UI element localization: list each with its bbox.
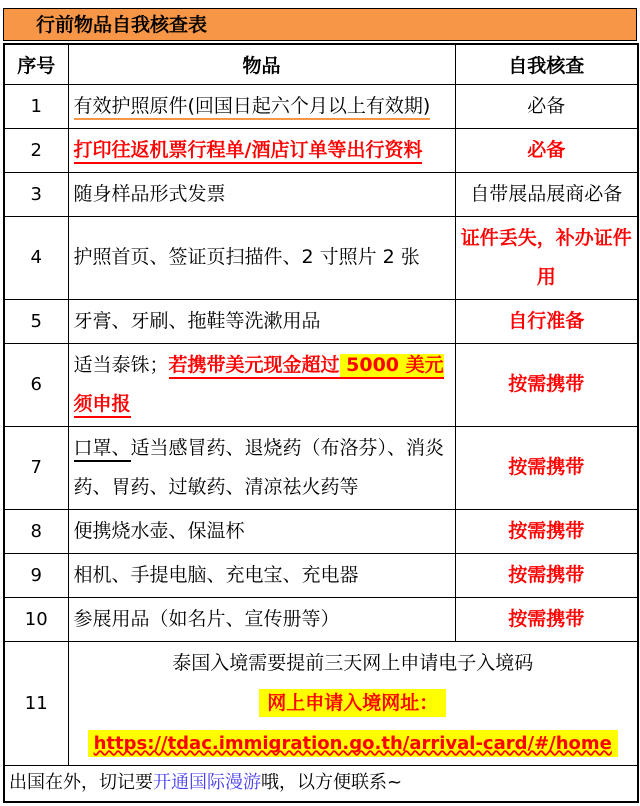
item-text-segment: 打印往返机票行程单/酒店订单等出行资料 bbox=[74, 139, 423, 164]
row-number: 1 bbox=[4, 84, 68, 128]
check-cell bbox=[455, 426, 638, 509]
row-number: 11 bbox=[4, 641, 68, 765]
table-row bbox=[4, 343, 638, 426]
header-check: 自我核查 bbox=[455, 44, 638, 84]
check-cell bbox=[455, 84, 638, 128]
check-text: 自带展品展商必备 bbox=[470, 182, 623, 205]
item-text-segment: 适当感冒药、退烧药（布洛芬）、消炎药、胃药、过敏药、清凉祛火药等 bbox=[73, 436, 445, 498]
item-text-segment: 有效护照原件(回国日起六个月以上有效期) bbox=[74, 95, 431, 120]
item-cell bbox=[68, 343, 455, 426]
item-text-segment: 护照首页、签证页扫描件、2 寸照片 2 张 bbox=[73, 246, 420, 268]
row-number: 5 bbox=[4, 299, 68, 343]
table-row bbox=[4, 216, 638, 299]
row-number: 3 bbox=[4, 172, 68, 216]
check-text: 证件丢失，补办证件用 bbox=[460, 226, 632, 288]
item-text-segment: 便携烧水壶、保温杯 bbox=[73, 519, 245, 542]
row-number: 7 bbox=[4, 426, 68, 509]
check-text: 按需携带 bbox=[508, 373, 585, 395]
check-cell bbox=[455, 509, 638, 553]
item-cell bbox=[68, 299, 455, 343]
item-cell bbox=[68, 172, 455, 216]
roaming-link-text[interactable]: 开通国际漫游 bbox=[153, 772, 261, 794]
item-cell bbox=[68, 597, 455, 641]
row-number: 9 bbox=[4, 553, 68, 597]
check-text: 必备 bbox=[527, 138, 566, 161]
table-row bbox=[4, 597, 638, 641]
row-number: 4 bbox=[4, 216, 68, 299]
check-text: 必备 bbox=[527, 94, 566, 117]
header-item: 物品 bbox=[68, 44, 455, 84]
check-cell bbox=[455, 128, 638, 172]
item-text-segment: 牙膏、牙刷、拖鞋等洗漱用品 bbox=[73, 309, 321, 332]
row-number: 2 bbox=[4, 128, 68, 172]
item-cell bbox=[68, 509, 455, 553]
check-cell bbox=[455, 553, 638, 597]
note-line bbox=[71, 723, 636, 764]
note-line-text: 网上申请入境网址： bbox=[259, 689, 446, 717]
row-number: 8 bbox=[4, 509, 68, 553]
header-row bbox=[4, 44, 638, 84]
merged-note-cell bbox=[68, 641, 638, 765]
note-line bbox=[71, 643, 636, 683]
entry-url-text[interactable]: https://tdac.immigration.go.th/arrival-card/#/home bbox=[88, 730, 618, 757]
item-text-segment: 参展用品（如名片、宣传册等） bbox=[73, 607, 340, 630]
check-text: 自行准备 bbox=[508, 309, 585, 332]
table-row bbox=[4, 172, 638, 216]
item-cell bbox=[68, 216, 455, 299]
row-number: 6 bbox=[4, 343, 68, 426]
item-cell bbox=[68, 553, 455, 597]
table-row bbox=[4, 84, 638, 128]
item-cell bbox=[68, 84, 455, 128]
footer-row bbox=[4, 765, 638, 802]
check-cell bbox=[455, 172, 638, 216]
checklist-body bbox=[4, 84, 638, 765]
item-cell bbox=[68, 128, 455, 172]
check-text: 按需携带 bbox=[508, 563, 585, 586]
page-title: 行前物品自我核查表 bbox=[3, 8, 637, 41]
footer-text-suffix: 哦，以方便联系~ bbox=[261, 772, 403, 794]
check-text: 按需携带 bbox=[508, 456, 585, 478]
check-cell bbox=[455, 216, 638, 299]
row-number: 10 bbox=[4, 597, 68, 641]
item-text-segment: 若携带美元现金超过 bbox=[169, 354, 340, 379]
item-text-segment: 5000 美元 bbox=[340, 354, 444, 379]
item-text-segment: 须申报 bbox=[74, 393, 131, 418]
check-cell bbox=[455, 299, 638, 343]
item-text-segment: 口罩、 bbox=[74, 437, 131, 462]
check-cell bbox=[455, 597, 638, 641]
item-cell bbox=[68, 426, 455, 509]
note-line-text: 泰国入境需要提前三天网上申请电子入境码 bbox=[172, 651, 534, 674]
item-text-segment: 随身样品形式发票 bbox=[73, 182, 226, 205]
header-no: 序号 bbox=[4, 44, 68, 84]
table-row bbox=[4, 553, 638, 597]
item-text-segment: 相机、手提电脑、充电宝、充电器 bbox=[73, 563, 359, 586]
table-row bbox=[4, 128, 638, 172]
table-row bbox=[4, 509, 638, 553]
table-row bbox=[4, 426, 638, 509]
footer-note bbox=[4, 765, 638, 802]
table-row bbox=[4, 299, 638, 343]
footer-text-prefix: 出国在外，切记要 bbox=[9, 772, 153, 794]
check-text: 按需携带 bbox=[508, 519, 585, 542]
check-cell bbox=[455, 343, 638, 426]
check-text: 按需携带 bbox=[508, 607, 585, 630]
item-text-segment: 适当泰铢； bbox=[73, 353, 169, 376]
checklist-table bbox=[3, 43, 639, 803]
note-line bbox=[71, 683, 636, 723]
table-row bbox=[4, 641, 638, 765]
